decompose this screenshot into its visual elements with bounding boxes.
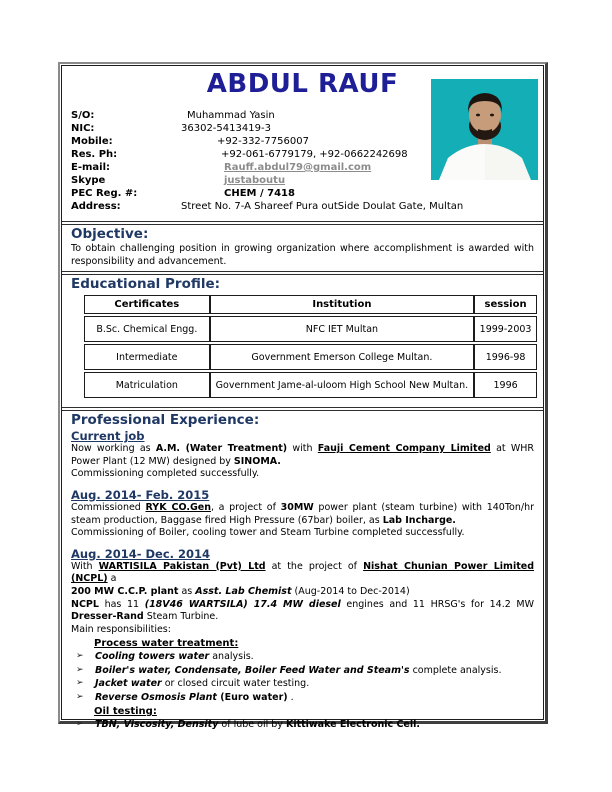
info-value: Street No. 7-A Shareef Pura outSide Doulat Gate, Multan	[181, 201, 464, 212]
job-paragraph: Commissioning of Boiler, cooling tower and Steam Turbine completed successfully.	[71, 527, 465, 539]
table-cell: Government Jame-al-uloom High School New Multan.	[210, 372, 475, 398]
info-value: 36302-5413419-3	[181, 123, 271, 134]
table-cell: Government Emerson College Multan.	[210, 344, 475, 370]
table-cell: 1996	[474, 372, 537, 398]
section-divider	[62, 407, 543, 411]
page-title: ABDUL RAUF	[206, 69, 399, 99]
job-paragraph: Now working as A.M. (Water Treatment) with Fauji Cement Company Limited at WHR Power Plant (12 MW) designed by SINOMA.	[71, 443, 534, 467]
info-label: E-mail:	[71, 162, 111, 173]
job-current	[62, 429, 543, 481]
experience-heading: Professional Experience:	[71, 412, 260, 429]
email-link[interactable]: Rauff.abdul79@gmail.com	[224, 162, 372, 173]
job-paragraph: With WARTISILA Pakistan (Pvt) Ltd at the project of Nishat Chunian Power Limited (NCPL) a	[71, 560, 534, 585]
page-content	[61, 65, 544, 730]
page-border	[58, 62, 548, 730]
bullet-text: Jacket water or closed circuit water testing.	[95, 678, 310, 690]
job-heading: Aug. 2014- Feb. 2015	[71, 487, 210, 502]
table-cell: B.Sc. Chemical Engg.	[84, 316, 210, 342]
info-label: PEC Reg. #:	[71, 188, 138, 199]
info-label: Mobile:	[71, 136, 113, 147]
job-heading: Aug. 2014- Dec. 2014	[71, 546, 211, 561]
table-cell: Intermediate	[84, 344, 210, 370]
info-label: Skype	[71, 175, 106, 186]
info-row-pec	[71, 187, 431, 200]
table-cell: 1996-98	[474, 344, 537, 370]
personal-info-block	[71, 109, 464, 213]
info-row-mobile	[71, 135, 431, 148]
table-row	[84, 372, 537, 398]
info-value: Muhammad Yasin	[187, 110, 275, 121]
table-header-session: session	[474, 295, 537, 314]
education-heading: Educational Profile:	[71, 276, 221, 293]
info-value: CHEM / 7418	[224, 188, 295, 199]
objective-heading: Objective:	[71, 226, 149, 242]
info-label: S/O:	[71, 110, 95, 121]
skype-link[interactable]: justaboutu	[224, 175, 286, 186]
bullet-arrow-icon: ➢	[76, 691, 84, 702]
section-divider	[62, 271, 543, 275]
oil-testing-subheading: Oil testing:	[94, 705, 157, 717]
bullet-arrow-icon: ➢	[76, 651, 84, 662]
info-label: Address:	[71, 201, 121, 212]
bullet-item	[76, 718, 534, 731]
job-paragraph: 200 MW C.C.P. plant as Asst. Lab Chemist (Aug-2014 to Dec-2014)	[71, 585, 410, 597]
job-paragraph: Commissioning completed successfully.	[71, 468, 260, 480]
portrait-photo	[431, 79, 538, 180]
info-row-email	[71, 161, 431, 174]
info-row-skype	[71, 174, 431, 187]
education-table	[84, 293, 537, 400]
job-wartisila	[62, 547, 543, 637]
bullet-item	[76, 664, 534, 677]
responsibilities-block	[62, 637, 543, 731]
bullet-text: TBN, Viscosity, Density of lube oil by Kittiwake Electronic Cell.	[95, 718, 420, 730]
bullet-item	[76, 650, 534, 663]
table-header-institution: Institution	[210, 295, 475, 314]
info-row-so	[71, 109, 431, 122]
job-paragraph: Main responsibilities:	[71, 623, 171, 635]
table-cell: Matriculation	[84, 372, 210, 398]
section-divider	[62, 221, 543, 225]
bullet-text: Boiler's water, Condensate, Boiler Feed Water and Steam's complete analysis.	[95, 664, 502, 676]
info-label: NIC:	[71, 123, 95, 134]
bullet-item	[76, 691, 534, 704]
job-paragraph: NCPL has 11 (18V46 WARTSILA) 17.4 MW diesel engines and 11 HRSG's for 14.2 MW Dresser-Rand Steam Turbine.	[71, 598, 534, 623]
objective-text: To obtain challenging position in growing organization where accomplishment is awarded with responsibility and advancement.	[71, 243, 534, 267]
job-ryk	[62, 488, 543, 540]
table-row	[84, 344, 537, 370]
table-row	[84, 316, 537, 342]
info-row-res-ph	[71, 148, 431, 161]
table-cell: 1999-2003	[474, 316, 537, 342]
table-header-row	[84, 295, 537, 314]
info-row-address	[71, 200, 464, 213]
job-heading: Current job	[71, 429, 145, 444]
bullet-arrow-icon: ➢	[76, 664, 84, 675]
bullet-item	[76, 677, 534, 690]
bullet-arrow-icon: ➢	[76, 718, 84, 729]
info-value: +92-332-7756007	[217, 136, 309, 147]
portrait-photo-graphic	[431, 79, 538, 180]
table-cell: NFC IET Multan	[210, 316, 475, 342]
info-label: Res. Ph:	[71, 149, 118, 160]
table-header-certificates: Certificates	[84, 295, 210, 314]
info-row-nic	[71, 122, 431, 135]
bullet-text: Cooling towers water analysis.	[95, 651, 254, 663]
process-water-subheading: Process water treatment:	[94, 638, 239, 650]
bullet-text: Reverse Osmosis Plant (Euro water) .	[95, 691, 294, 703]
info-value: +92-061-6779179, +92-0662242698	[221, 149, 408, 160]
job-paragraph: Commissioned RYK CO.Gen, a project of 30MW power plant (steam turbine) with 140Ton/hr steam production, Baggase fired High Pressure (67bar) boiler, as Lab Incharge.	[71, 501, 534, 526]
bullet-arrow-icon: ➢	[76, 678, 84, 689]
